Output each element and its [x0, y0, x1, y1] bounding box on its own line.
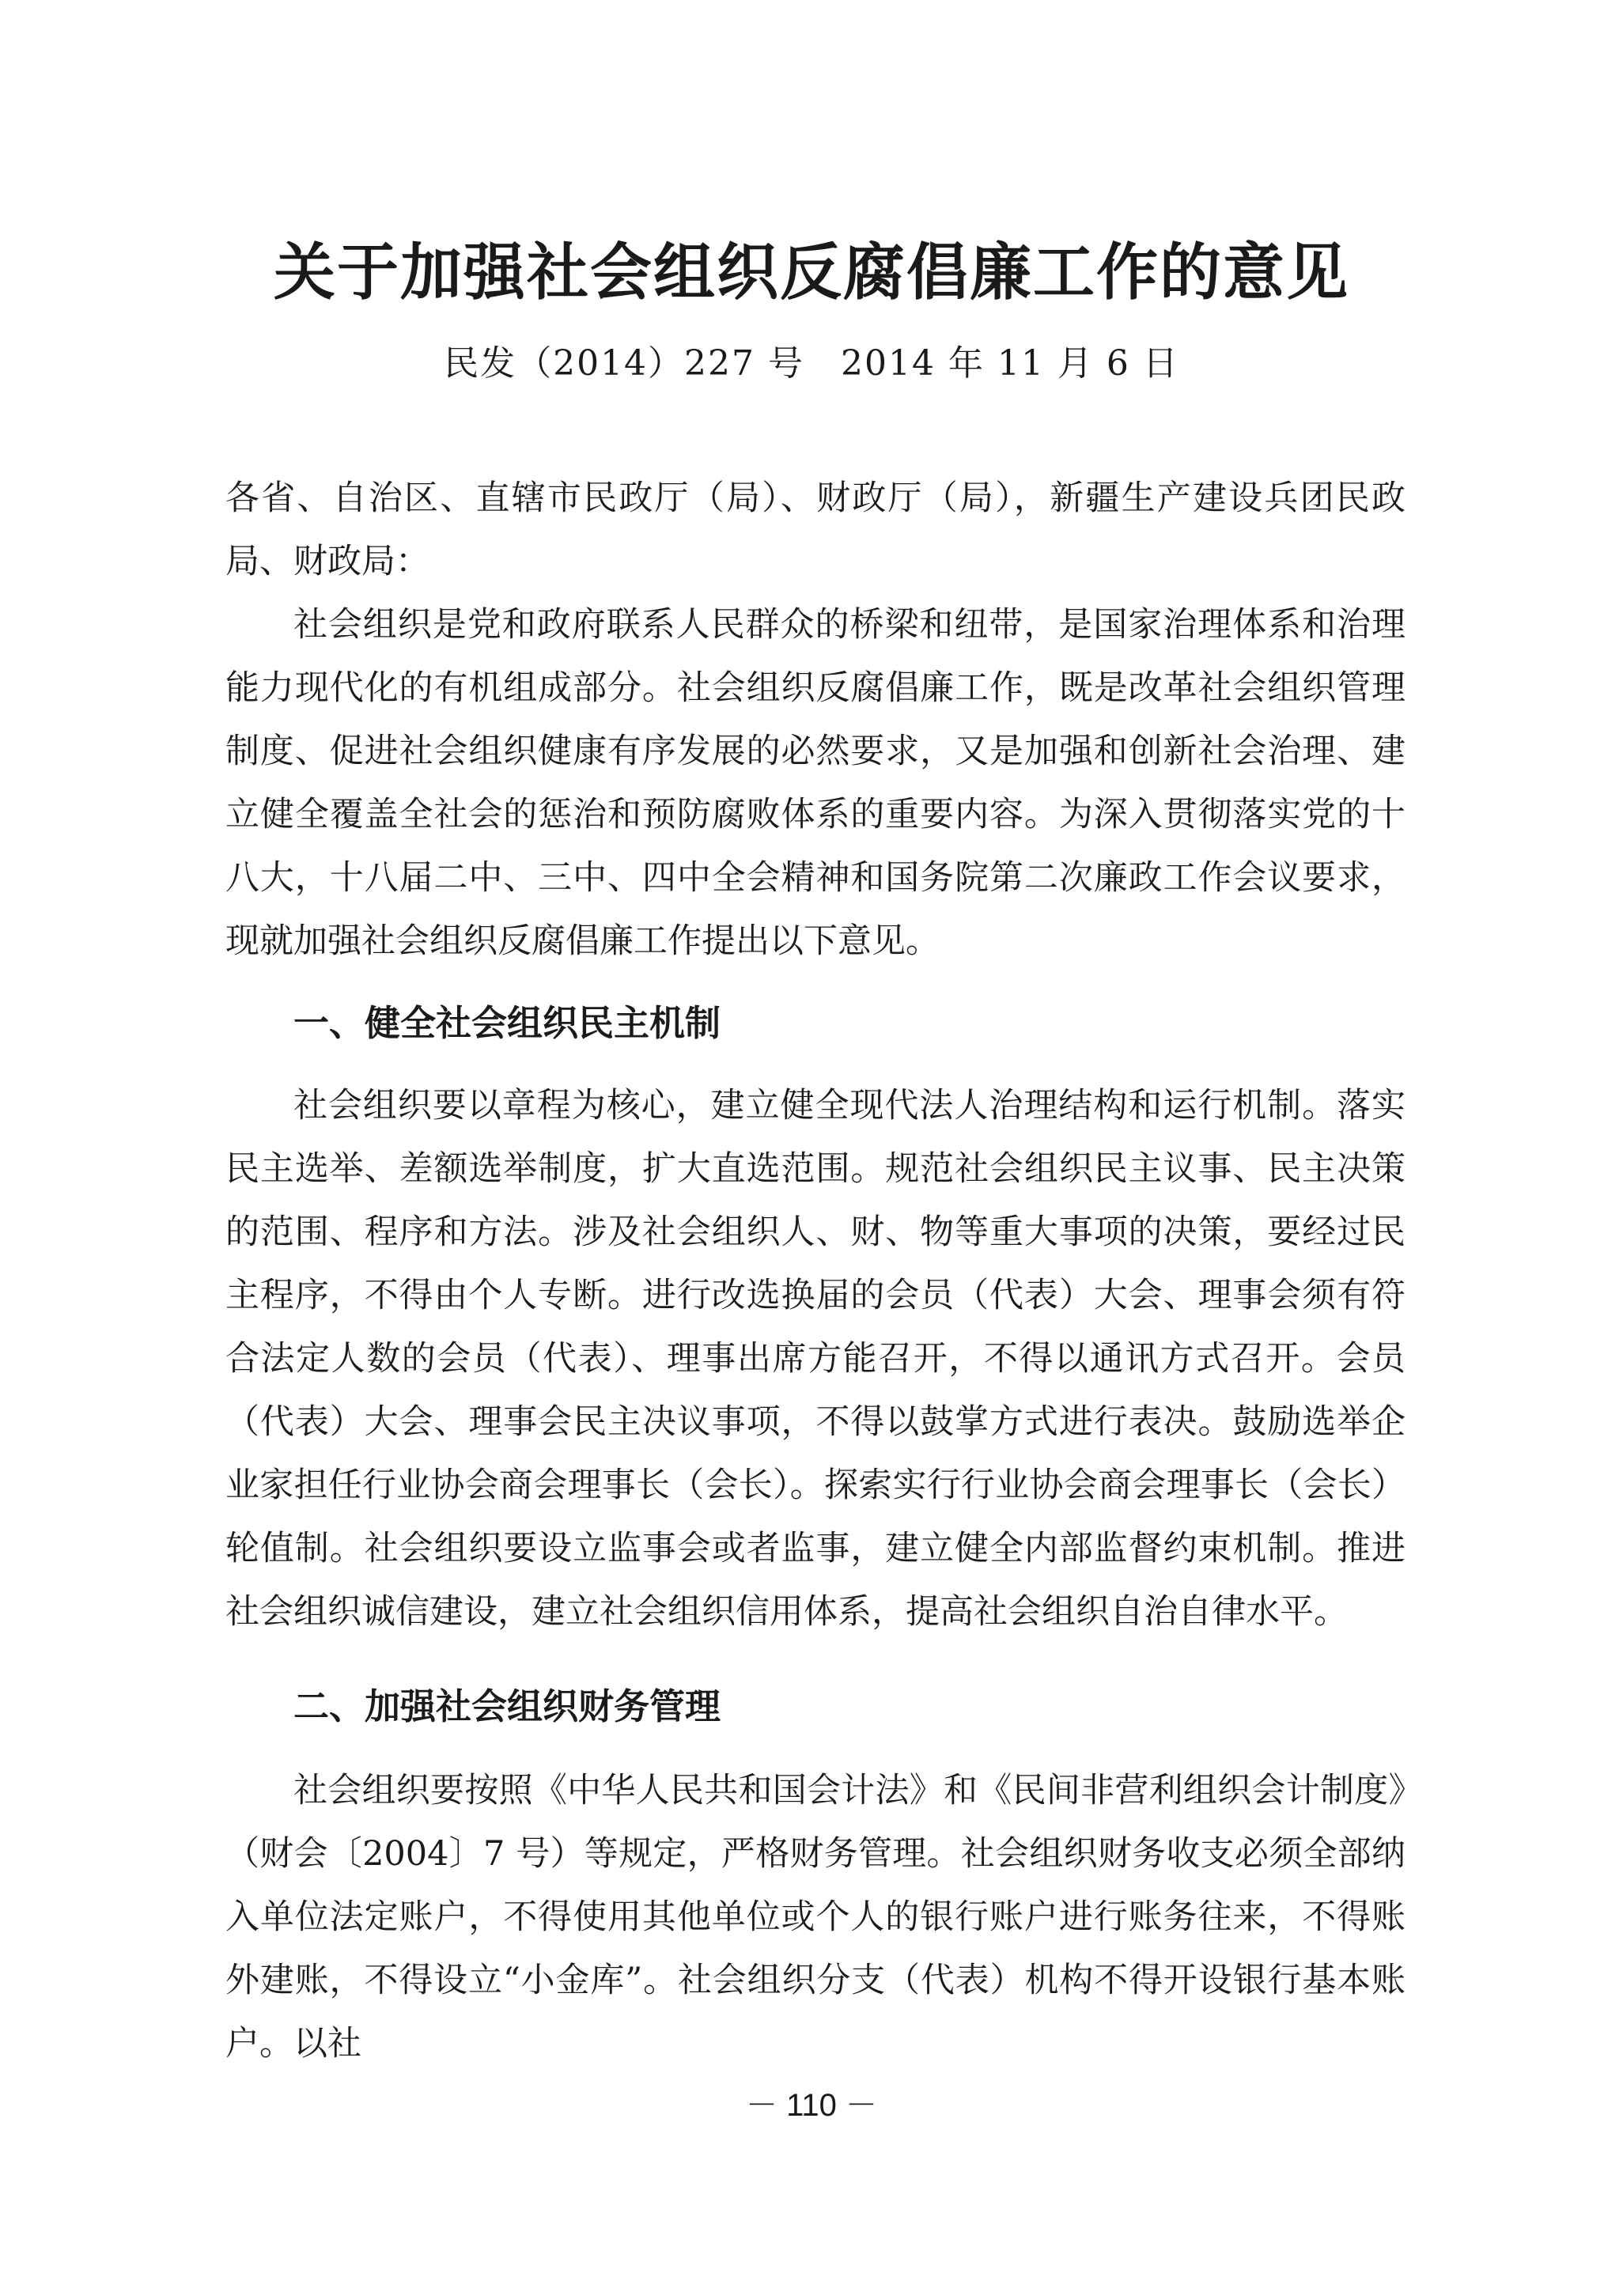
document-number-date: 民发（2014）227 号 2014 年 11 月 6 日: [444, 343, 1179, 384]
addressee: 各省、自治区、直辖市民政厅（局）、财政厅（局），新疆生产建设兵团民政局、财政局：: [225, 478, 1405, 581]
section-heading-2: 二、加强社会组织财务管理: [293, 1685, 721, 1727]
section-paragraph: 社会组织要以章程为核心，建立健全现代法人治理结构和运行机制。落实民主选举、差额选举制度，扩大直选范围。规范社会组织民主议事、民主决策的范围、程序和方法。涉及社会组织人、财、物等重大事项的决策，要经过民主程序，不得由个人专断。进行改选换届的会员（代表）大会、理事会须有符合法定人数的会员（代表）、理事出席方能召开，不得以通讯方式召开。会员（代表）大会、理事会民主决议事项，不得以鼓掌方式进行表决。鼓励选举企业家担任行业协会商会理事长（会长）。探索实行行业协会商会理事长（会长）轮值制。社会组织要设立监事会或者监事，建立健全内部监督约束机制。推进社会组织诚信建设，建立社会组织信用体系，提高社会组织自治自律水平。: [225, 1086, 1405, 1632]
intro-block: [225, 467, 1405, 973]
page-number: － 110 －: [746, 2088, 877, 2123]
intro-paragraph: 社会组织是党和政府联系人民群众的桥梁和纽带，是国家治理体系和治理能力现代化的有机组成部分。社会组织反腐倡廉工作，既是改革社会组织管理制度、促进社会组织健康有序发展的必然要求，又是加强和创新社会治理、建立健全覆盖全社会的惩治和预防腐败体系的重要内容。为深入贯彻落实党的十八大，十八届二中、三中、四中全会精神和国务院第二次廉政工作会议要求，现就加强社会组织反腐倡廉工作提出以下意见。: [225, 605, 1405, 961]
section-2-body: [225, 1759, 1405, 2075]
section-heading-1: 一、健全社会组织民主机制: [293, 1002, 721, 1044]
document-title: 关于加强社会组织反腐倡廉工作的意见: [273, 236, 1349, 308]
section-1-body: [225, 1074, 1405, 1644]
section-paragraph: 社会组织要按照《中华人民共和国会计法》和《民间非营利组织会计制度》（财会〔2004〕7 号）等规定，严格财务管理。社会组织财务收支必须全部纳入单位法定账户，不得使用其他单位或个人的银行账户进行账务往来，不得账外建账，不得设立“小金库”。社会组织分支（代表）机构不得开设银行基本账户。以社: [225, 1771, 1405, 2063]
